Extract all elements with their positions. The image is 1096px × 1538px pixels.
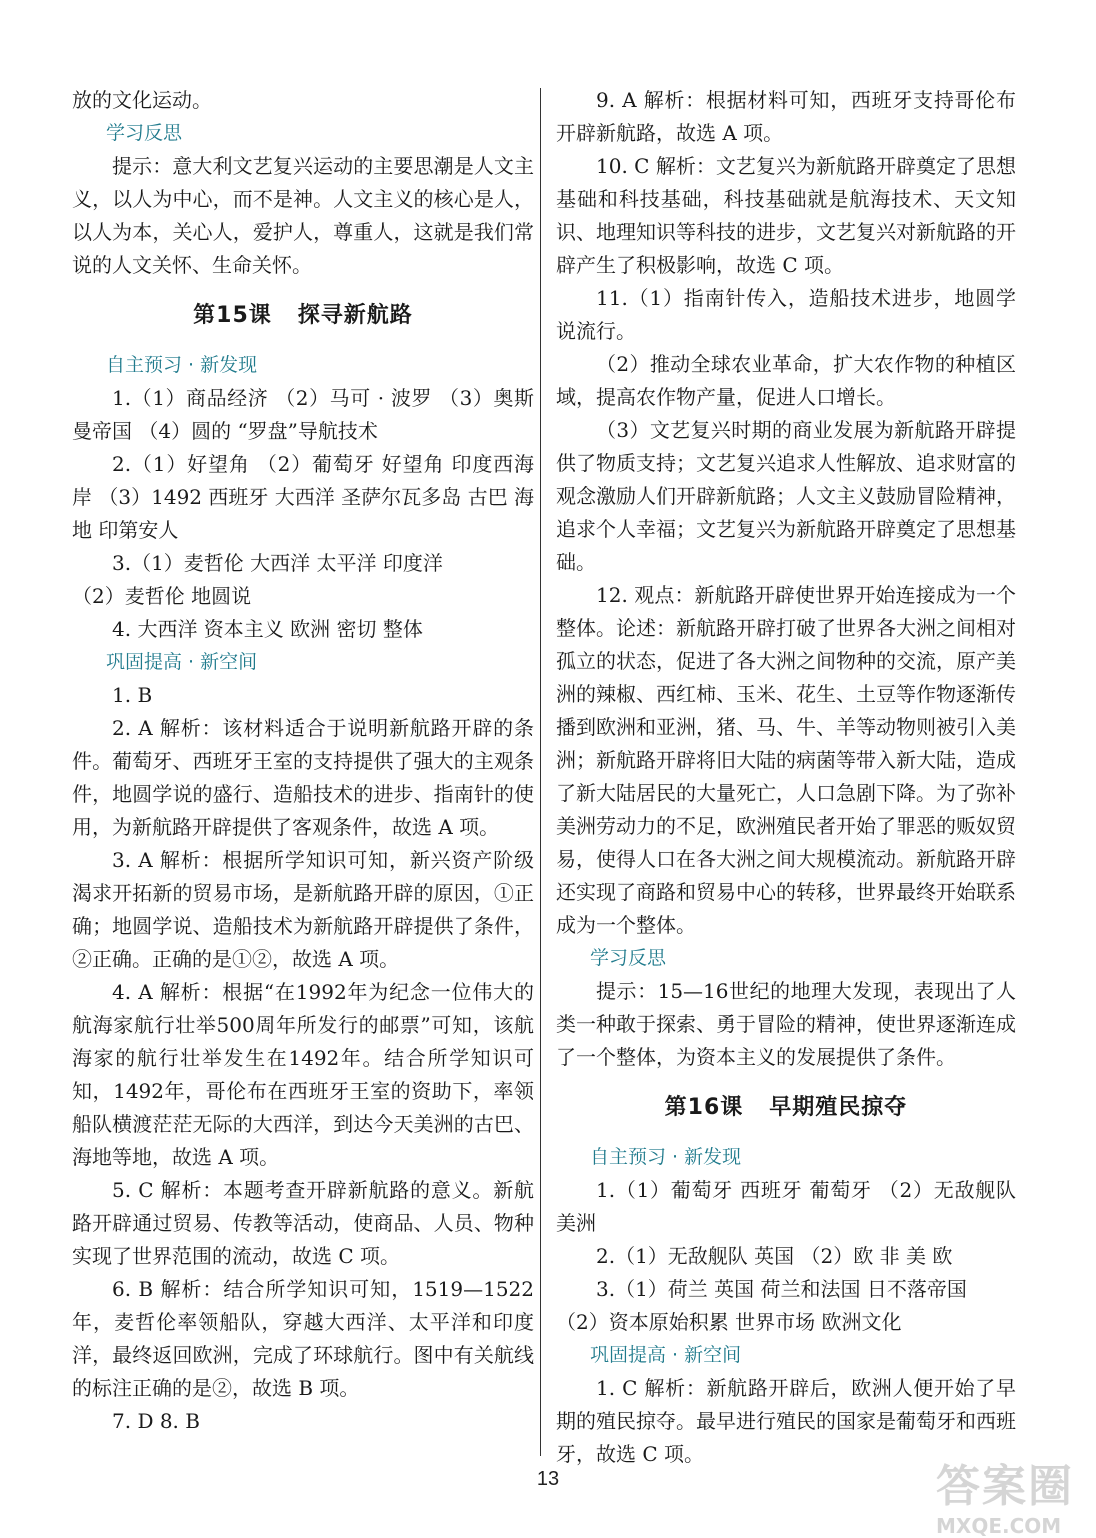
section-heading: 巩固提高 · 新空间: [590, 1344, 742, 1366]
left-column: [72, 84, 534, 1438]
answer-paragraph: 1.（1）葡萄牙 西班牙 葡萄牙 （2）无敌舰队 美洲: [556, 1178, 1016, 1235]
answer-paragraph: 11.（1）指南针传入，造船技术进步，地圆学说流行。: [556, 286, 1016, 343]
lesson-title: 早期殖民掠夺: [769, 1095, 908, 1120]
answer-paragraph: 10. C 解析：文艺复兴为新航路开辟奠定了思想基础和科技基础，科技基础就是航海技术、天文知识、地理知识等科技的进步，文艺复兴对新航路的开辟产生了积极影响，故选 C 项。: [556, 154, 1016, 277]
answer-paragraph: 2. A 解析：该材料适合于说明新航路开辟的条件。葡萄牙、西班牙王室的支持提供了强大的主观条件，地圆学说的盛行、造船技术的进步、指南针的使用，为新航路开辟提供了客观条件，故选 A 项。: [72, 716, 534, 839]
section-heading: 学习反思: [106, 122, 183, 144]
right-column: [556, 84, 1016, 1471]
lesson-heading: [556, 1091, 1016, 1124]
answer-paragraph: 3. A 解析：根据所学知识可知，新兴资产阶级渴求开拓新的贸易市场，是新航路开辟的原因，①正确；地圆学说、造船技术为新航路开辟提供了条件，②正确。正确的是①②，故选 A 项。: [72, 848, 534, 971]
section-heading: 巩固提高 · 新空间: [106, 651, 258, 673]
lesson-title: 探寻新航路: [297, 303, 413, 328]
section-heading: 学习反思: [590, 947, 667, 969]
answer-paragraph: 2.（1）无敌舰队 英国 （2）欧 非 美 欧: [596, 1244, 953, 1268]
answer-paragraph: 放的文化运动。: [72, 88, 212, 112]
answer-paragraph: 提示：意大利文艺复兴运动的主要思潮是人文主义，以人为中心，而不是神。人文主义的核心是人，以人为本，关心人，爱护人，尊重人，这就是我们常说的人文关怀、生命关怀。: [72, 154, 534, 277]
watermark-logo: [936, 1450, 1086, 1538]
lesson-number: 第15课: [193, 303, 272, 328]
answer-paragraph: 6. B 解析：结合所学知识可知，1519—1522年，麦哲伦率领船队，穿越大西洋、太平洋和印度洋，最终返回欧洲，完成了环球航行。图中有关航线的标注正确的是②，故选 B 项。: [72, 1277, 534, 1400]
page-number: 13: [536, 1468, 560, 1490]
answer-paragraph: 5. C 解析：本题考查开辟新航路的意义。新航路开辟通过贸易、传教等活动，使商品、人员、物种实现了世界范围的流动，故选 C 项。: [72, 1178, 534, 1268]
answer-paragraph: 4. 大西洋 资本主义 欧洲 密切 整体: [112, 617, 423, 641]
answer-paragraph: 1. C 解析：新航路开辟后，欧洲人便开始了早期的殖民掠夺。最早进行殖民的国家是葡萄牙和西班牙，故选 C 项。: [556, 1376, 1016, 1466]
answer-paragraph: 7. D 8. B: [112, 1409, 200, 1433]
answer-paragraph: 2.（1）好望角 （2）葡萄牙 好望角 印度西海岸 （3）1492 西班牙 大西洋 圣萨尔瓦多岛 古巴 海地 印第安人: [72, 452, 534, 542]
column-divider: [540, 88, 541, 1456]
answer-paragraph: 4. A 解析：根据“在1992年为纪念一位伟大的航海家航行壮举500周年所发行的邮票”可知，该航海家的航行壮举发生在1492年。结合所学知识可知，1492年，哥伦布在西班牙王室的资助下，率领船队横渡茫茫无际的大西洋，到达今天美洲的古巴、海地等地，故选 A 项。: [72, 980, 534, 1169]
section-heading: 自主预习 · 新发现: [590, 1146, 742, 1168]
answer-paragraph: （2）麦哲伦 地圆说: [72, 584, 252, 608]
answer-paragraph: 1. B: [112, 683, 153, 707]
answer-paragraph: （3）文艺复兴时期的商业发展为新航路开辟提供了物质支持；文艺复兴追求人性解放、追求财富的观念激励人们开辟新航路；人文主义鼓励冒险精神，追求个人幸福；文艺复兴为新航路开辟奠定了思想基础。: [556, 418, 1016, 574]
lesson-heading: [72, 299, 534, 332]
answer-paragraph: 3.（1）麦哲伦 大西洋 太平洋 印度洋: [112, 551, 443, 575]
lesson-number: 第16课: [664, 1095, 744, 1120]
section-heading: 自主预习 · 新发现: [106, 354, 258, 376]
answer-paragraph: 12. 观点：新航路开辟使世界开始连接成为一个整体。论述：新航路开辟打破了世界各大洲之间相对孤立的状态，促进了各大洲之间物种的交流，原产美洲的辣椒、西红柿、玉米、花生、土豆等作物逐渐传播到欧洲和亚洲，猪、马、牛、羊等动物则被引入美洲；新航路开辟将旧大陆的病菌等带入新大陆，造成了新大陆居民的大量死亡，人口急剧下降。为了弥补美洲劳动力的不足，欧洲殖民者开始了罪恶的贩奴贸易，使得人口在各大洲之间大规模流动。新航路开辟还实现了商路和贸易中心的转移，世界最终开始联系成为一个整体。: [556, 583, 1016, 937]
answer-paragraph: （2）资本原始积累 世界市场 欧洲文化: [556, 1310, 902, 1334]
answer-paragraph: 提示：15—16世纪的地理大发现，表现出了人类一种敢于探索、勇于冒险的精神，使世界逐渐连成了一个整体，为资本主义的发展提供了条件。: [556, 979, 1016, 1069]
answer-paragraph: 9. A 解析：根据材料可知，西班牙支持哥伦布开辟新航路，故选 A 项。: [556, 88, 1016, 145]
answer-paragraph: （2）推动全球农业革命，扩大农作物的种植区域，提高农作物产量，促进人口增长。: [556, 352, 1016, 409]
answer-paragraph: 1.（1）商品经济 （2）马可 · 波罗 （3）奥斯曼帝国 （4）圆的 “罗盘”导航技术: [72, 386, 534, 443]
answer-paragraph: 3.（1）荷兰 英国 荷兰和法国 日不落帝国: [596, 1277, 967, 1301]
watermark-url: MXQE.COM: [936, 1514, 1062, 1538]
watermark-mark: 答案圈: [936, 1461, 1074, 1512]
